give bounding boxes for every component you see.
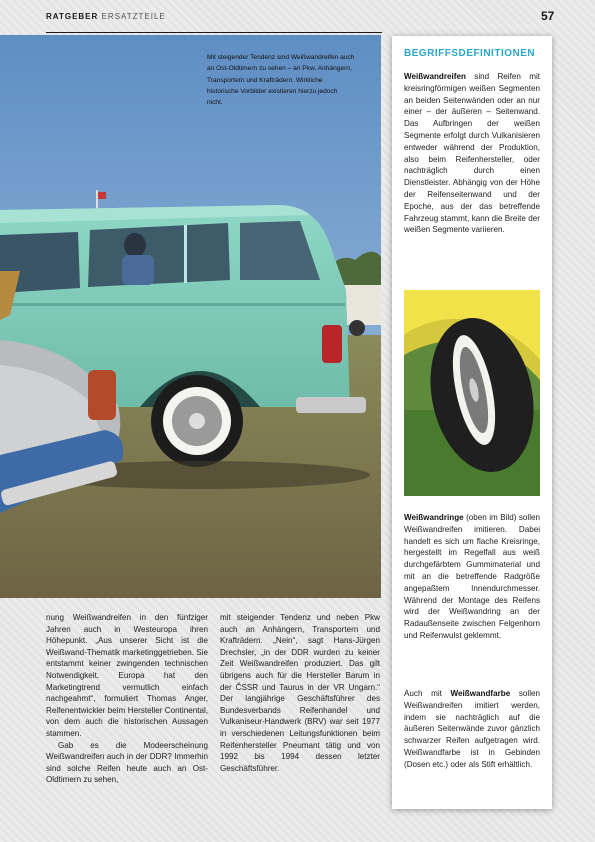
definitions-title: BEGRIFFSDEFINITIONEN <box>404 48 536 59</box>
article-column-2 <box>220 612 380 774</box>
article-paragraph: nung Weißwandreifen in den fünfziger Jahren auch in Westeuropa ihren Höhepunkt. „Aus unserer Sicht ist die Weißwand-Thematik marketinggetrieben. Sie entstammt keiner zwingenden technischen Notwendigkeit. Europa hat den Marketingtrend vermutlich einfach nachgeahmt“, formuliert Thomas Anger, Reifenentwickler beim Hersteller Continental, von dem auch die historischen Aussagen stammen. <box>46 613 208 738</box>
header-subsection: ERSATZTEILE <box>101 12 166 21</box>
article-paragraph: mit steigender Tendenz und neben Pkw auch an Anhängern, Transportern und Krafträdern. „Nein“, sagt Hans-Jürgen Drechsler, „in der DDR wurden zu keiner Zeit Weißwandreifen produziert. Das gilt übrigens auch für die Hersteller Barum in der ČSSR und Taurus in der VR Ungarn.“ Der langjährige Geschäftsführer des Bundesverbands Reifenhandel und Vulkaniseur-Handwerk (BRV) war seit 1977 in verschiedenen Leitungsfunktionen beim Reifenhersteller Pneumant tätig und von 1992 bis 1994 dessen letzter Geschäftsführer. <box>220 613 380 773</box>
definition-text: sollen Weißwandreifen imitiert werden, indem sie nachträglich auf die äußeren Seitenwände zuvor gänzlich schwarzer Reifen aufgetragen wird. Weißwandfarbe ist in Gebinden (Dosen etc.) oder als Stift erhältlich. <box>404 689 540 769</box>
definition-whitewall-rings <box>404 512 540 642</box>
article-paragraph: Gab es die Modeerscheinung Weißwandreifen auch in der DDR? Immerhin sind solche Reifen heute auch an Ost-Oldtimern zu sehen, <box>46 740 208 785</box>
header-section: RATGEBER <box>46 12 99 21</box>
photo-caption: Mit steigender Tendenz sind Weißwandreifen auch an Ost-Oldtimern zu sehen – an Pkw, Anhängern, Transportern und Krafträdern. Wirkliche historische Vorbilder existieren hierzu jedoch nicht. <box>207 54 355 107</box>
definition-whitewall-tyres <box>404 71 540 236</box>
article-column-1 <box>46 612 208 786</box>
tyre-photo <box>404 290 540 496</box>
term-label: Weißwandringe <box>404 513 464 522</box>
definition-whitewall-paint <box>404 688 540 771</box>
header-rule <box>46 32 382 33</box>
term-label: Weißwandfarbe <box>450 689 511 698</box>
term-label: Weißwandreifen <box>404 72 466 81</box>
tyre-illustration <box>404 290 540 496</box>
definition-text: (oben im Bild) sollen Weißwandreifen imitieren. Dabei handelt es sich um flache Kreisringe, hergestellt im Regelfall aus weiß durchgefärbtem Gummimaterial und mit an die betreffende Radgröße angepaßtem Innendurchmesser. Während der Montage des Reifens wird der Weißwandring an der Radaußenseite zwischen Felgenhorn und Reifenwulst geklemmt. <box>404 513 540 640</box>
van-illustration <box>0 35 381 598</box>
running-header <box>46 12 166 21</box>
definition-prefix: Auch mit <box>404 689 451 698</box>
definition-text: sind Reifen mit kreisringförmigen weißen Segmenten an beiden Seitenwänden oder an nur einer – der äußeren – Seitenwand. Das Aufbringen der weißen Segmente erfolgt durch Vulkanisieren entweder während der Produktion, also beim Reifenhersteller, oder nachträglich durch einen Dienstleister. Abhängig von der Höhe der Reifenseitenwand und der Epoche, aus der das betreffende Fahrzeug stammt, kann die Breite der weißen Segmente variieren. <box>404 72 540 235</box>
main-photo <box>0 35 381 598</box>
page-number: 57 <box>541 9 555 23</box>
